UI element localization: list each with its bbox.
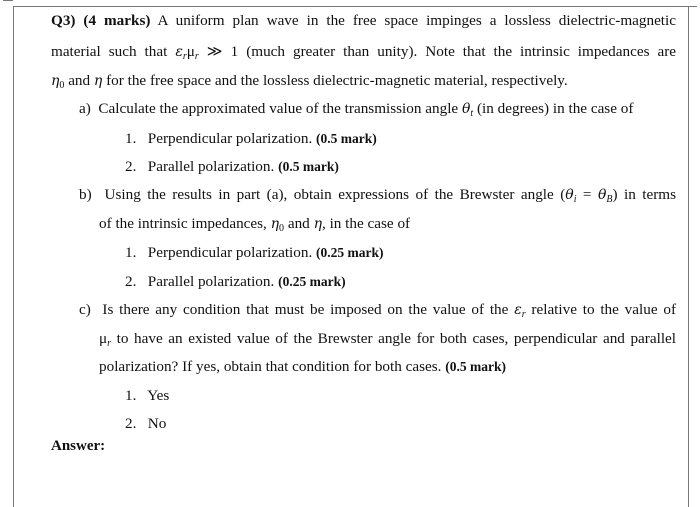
part-a-label: a): [79, 100, 91, 117]
part-a-item-2: 2. Parallel polarization. (0.5 mark): [125, 158, 339, 175]
answer-label: Answer:: [51, 438, 106, 454]
part-c-line-2: $\mu_r$ to have an existed value of the Brewster angle for both cases, perpendicular and parallel: [99, 330, 676, 349]
part-c-item-2: 2. No: [125, 415, 167, 432]
part-b-line-2: of the intrinsic impedances, η0 and η, in the case of: [99, 215, 411, 234]
question-label: Q3) (4 marks): [51, 12, 151, 29]
intro-line-3: η0 and η for the free space and the lossless dielectric-magnetic material, respectively.: [51, 72, 568, 91]
part-c-item-1: 1. Yes: [125, 387, 170, 404]
part-a-item-1: 1. Perpendicular polarization. (0.5 mark): [125, 130, 377, 147]
part-c-label: c): [79, 301, 91, 318]
intro-line-2: material such that $\varepsilon_r\mu_r$ ≫ 1 (much greater than unity). Note that the intrinsic impedances are: [51, 43, 677, 62]
top-rule: [3, 0, 13, 1]
part-b-item-2: 2. Parallel polarization. (0.25 mark): [125, 273, 346, 290]
part-b-item-1: 1. Perpendicular polarization. (0.25 mark): [125, 244, 384, 261]
part-c-line-3: polarization? If yes, obtain that condition for both cases. (0.5 mark): [99, 358, 507, 375]
intro-line-1: Q3) (4 marks) A uniform plan wave in the free space impinges a lossless dielectric-magnetic: [51, 12, 676, 29]
part-c-line-1: c) Is there any condition that must be imposed on the value of the $\varepsilon_r$ relative to the value of: [79, 301, 677, 320]
part-b-label: b): [79, 186, 92, 203]
part-a-line: a) Calculate the approximated value of the transmission angle $\theta_t$ (in degrees) in the case of: [79, 100, 634, 119]
part-b-line-1: b) Using the results in part (a), obtain expressions of the Brewster angle $(\theta_i = \theta_B)$ in terms: [79, 186, 677, 205]
